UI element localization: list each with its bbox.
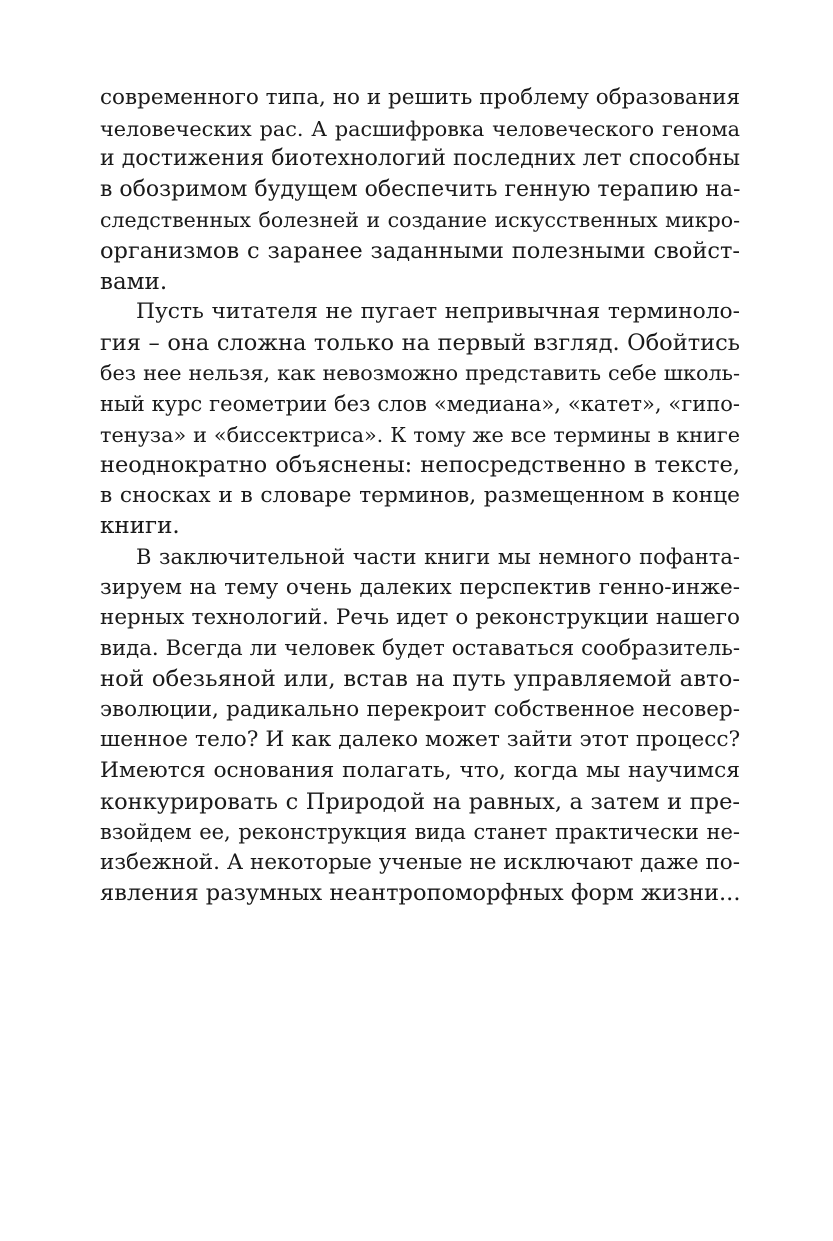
paragraph-3 bbox=[100, 542, 740, 909]
paragraph-1 bbox=[100, 83, 740, 297]
text-line: вами. bbox=[100, 268, 168, 295]
text-line: в сносках и в словаре терминов, размещенном в конце bbox=[100, 482, 740, 508]
text-line: Имеются основания полагать, что, когда мы научимся bbox=[100, 758, 740, 784]
text-line: без нее нельзя, как невозможно представить себе школь- bbox=[100, 361, 740, 386]
text-line: в обозримом будущем обеспечить генную терапию на- bbox=[100, 176, 741, 202]
text-line: ной обезьяной или, встав на путь управляемой авто- bbox=[100, 666, 740, 693]
text-line: эволюции, радикально перекроит собственное несовер- bbox=[100, 696, 740, 722]
text-line: организмов с заранее заданными полезными свойст- bbox=[100, 237, 740, 264]
text-line: человеческих рас. А расшифровка человеческого генома bbox=[100, 116, 740, 141]
text-line: гия – она сложна только на первый взгляд. Обойтись bbox=[100, 329, 740, 356]
text-line: современного типа, но и решить проблему образования bbox=[100, 85, 741, 110]
text-line: зируем на тему очень далеких перспектив генно-инже- bbox=[100, 574, 740, 600]
text-line: и достижения биотехнологий последних лет способны bbox=[100, 146, 740, 172]
text-line: В заключительной части книги мы немного пофанта- bbox=[136, 544, 740, 569]
book-page-text bbox=[100, 83, 740, 909]
text-line: избежной. А некоторые ученые не исключают даже по- bbox=[100, 849, 740, 875]
text-line: нерных технологий. Речь идет о реконструкции нашего bbox=[100, 605, 740, 631]
text-line: шенное тело? И как далеко может зайти этот процесс? bbox=[100, 727, 741, 753]
text-line: тенуза» и «биссектриса». К тому же все термины в книге bbox=[100, 422, 740, 447]
text-line: неоднократно объяснены: непосредственно в тексте, bbox=[100, 452, 740, 479]
text-line: ный курс геометрии без слов «медиана», «катет», «гипо- bbox=[100, 391, 740, 416]
text-line: вида. Всегда ли человек будет оставаться сообразитель- bbox=[100, 635, 740, 661]
text-line: взойдем ее, реконструкция вида станет практически не- bbox=[100, 820, 740, 845]
text-line: Пусть читателя не пугает непривычная терминоло- bbox=[136, 299, 740, 325]
text-line: следственных болезней и создание искусственных микро- bbox=[100, 208, 740, 233]
paragraph-2 bbox=[100, 297, 740, 542]
text-line: явления разумных неантропоморфных форм жизни... bbox=[100, 880, 741, 907]
text-line: книги. bbox=[100, 513, 180, 540]
text-line: конкурировать с Природой на равных, а затем и пре- bbox=[100, 788, 740, 815]
